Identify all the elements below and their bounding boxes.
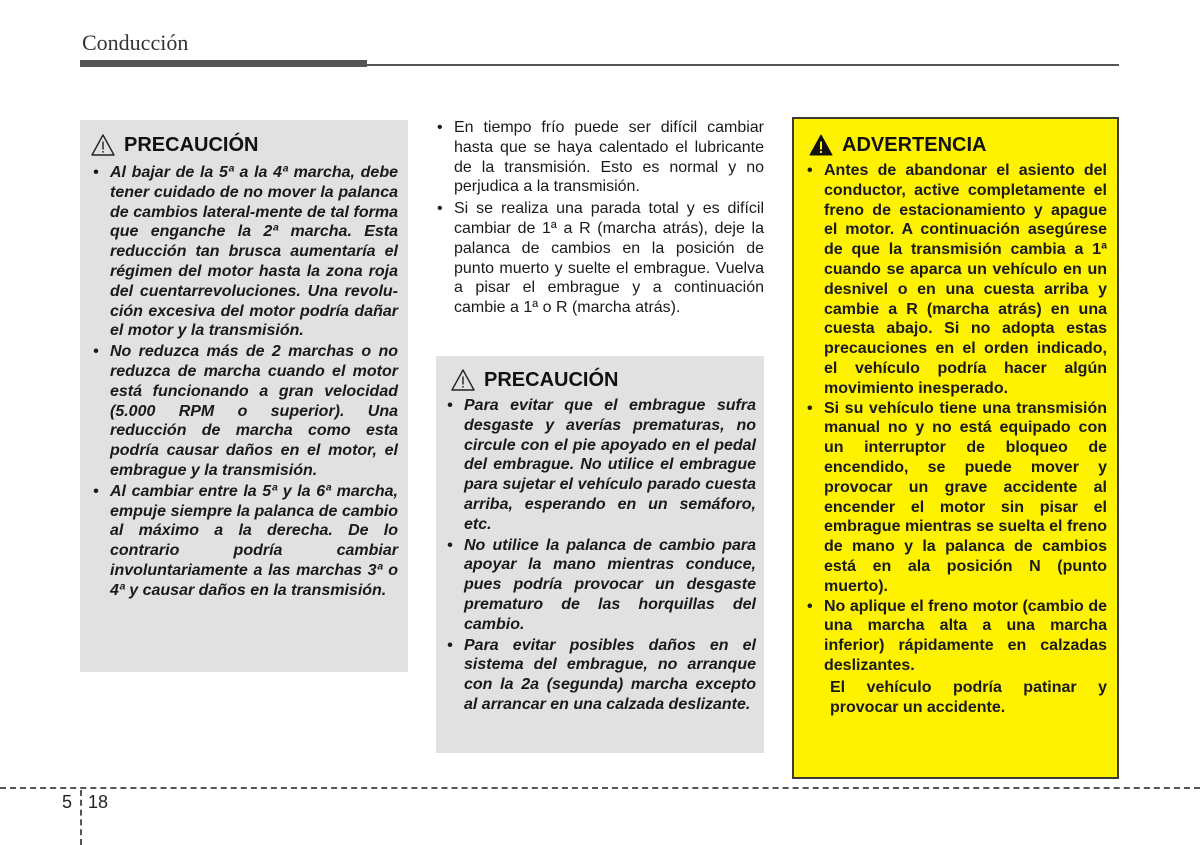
warning-box <box>792 117 1119 779</box>
list-item: • Antes de abandonar el asiento del conductor, active completamente el freno de estacionamiento y apague el motor. A continuación asegúrese de que la transmisión cambia a 1ª cuando se aparca un vehículo en un desnivel o en una cuesta arriba y cambie a R (marcha atrás) en una cuesta abajo. Si no adopta estas precauciones en el orden indicado, el vehículo podría hacer algún movimiento inesperado. <box>804 161 1107 399</box>
caution-triangle-icon <box>90 133 116 157</box>
list-item: • Para evitar que el embrague sufra desgaste y averías prematuras, no circule con el pie apoyado en el pedal del embrague. No utilice el embrague para sujetar el vehículo parado cuesta arriba, esperando en un semáforo, etc. <box>444 396 756 535</box>
middle-text-list <box>434 118 764 318</box>
header-rule-thick <box>80 60 367 67</box>
caution-heading-text: PRECAUCIÓN <box>124 133 259 156</box>
caution-box-left <box>80 120 408 672</box>
caution-heading-left <box>90 133 398 157</box>
footer-dashed-divider <box>80 790 82 845</box>
caution-list-middle <box>444 396 756 715</box>
page-number: 18 <box>88 792 109 812</box>
section-title: Conducción <box>82 30 189 55</box>
list-item: • Al bajar de la 5ª a la 4ª marcha, debe tener cuidado de no mover la palanca de cambios lateral-mente de tal forma que enganche la 2ª marcha. Esta reducción tan brusca aumentaría el régimen del motor hasta la zona roja del cuentarrevoluciones. Una revolu-ción excesiva del motor podría dañar el motor y la transmisión. <box>90 163 398 341</box>
list-item: • Si su vehículo tiene una transmisión manual no y no está equipado con un interruptor de bloqueo de encendido, se puede mover y provocar un grave accidente al encender el motor sin pisar el embrague mientras se suelta el freno de mano y la palanca de cambios está en ala posición N (punto muerto). <box>804 399 1107 597</box>
caution-triangle-icon <box>450 368 476 392</box>
caution-heading-middle <box>444 368 756 392</box>
warning-heading <box>804 133 1107 157</box>
caution-heading-text: PRECAUCIÓN <box>484 368 619 391</box>
list-item: • Al cambiar entre la 5ª y la 6ª marcha, empuje siempre la palanca de cambio al máximo a la derecha. De lo contrario podría cambiar involuntariamente a las marchas 3ª o 4ª y causar daños en la transmisión. <box>90 482 398 601</box>
list-item: • No aplique el freno motor (cambio de una marcha alta a una marcha inferior) rápidamente en calzadas deslizantes. <box>804 597 1107 676</box>
footer-dashed-rule <box>0 787 1200 789</box>
list-item: • Si se realiza una parada total y es difícil cambiar de 1ª a R (marcha atrás), deje la palanca de cambios en la posición de punto muerto y suelte el embrague. Vuelva a pisar el embrague y a continuación cambie a 1ª o R (marcha atrás). <box>434 199 764 318</box>
warning-list <box>804 161 1107 676</box>
warning-triangle-icon <box>808 133 834 157</box>
middle-text <box>434 118 764 320</box>
list-item: • En tiempo frío puede ser difícil cambiar hasta que se haya calentado el lubricante de la transmisión. Esto es normal y no perjudica a la transmisión. <box>434 118 764 197</box>
warning-extra-note: El vehículo podría patinar y provocar un accidente. <box>830 678 1107 716</box>
caution-box-middle <box>436 356 764 753</box>
list-item: • No reduzca más de 2 marchas o no reduzca de marcha cuando el motor está funcionando a gran velocidad (5.000 RPM o superior). Una reducción de marcha como esta podría causar daños en el motor, el embrague y la transmisión. <box>90 342 398 481</box>
list-item: • No utilice la palanca de cambio para apoyar la mano mientras conduce, pues podría provocar un desgaste prematuro de las horquillas del cambio. <box>444 536 756 635</box>
caution-list-left <box>90 163 398 601</box>
header-rule-thin <box>367 64 1119 66</box>
list-item: • Para evitar posibles daños en el sistema del embrague, no arranque con la 2a (segunda) marcha excepto al arrancar en una calzada deslizante. <box>444 636 756 715</box>
chapter-number: 5 <box>62 792 73 812</box>
warning-heading-text: ADVERTENCIA <box>842 133 987 156</box>
